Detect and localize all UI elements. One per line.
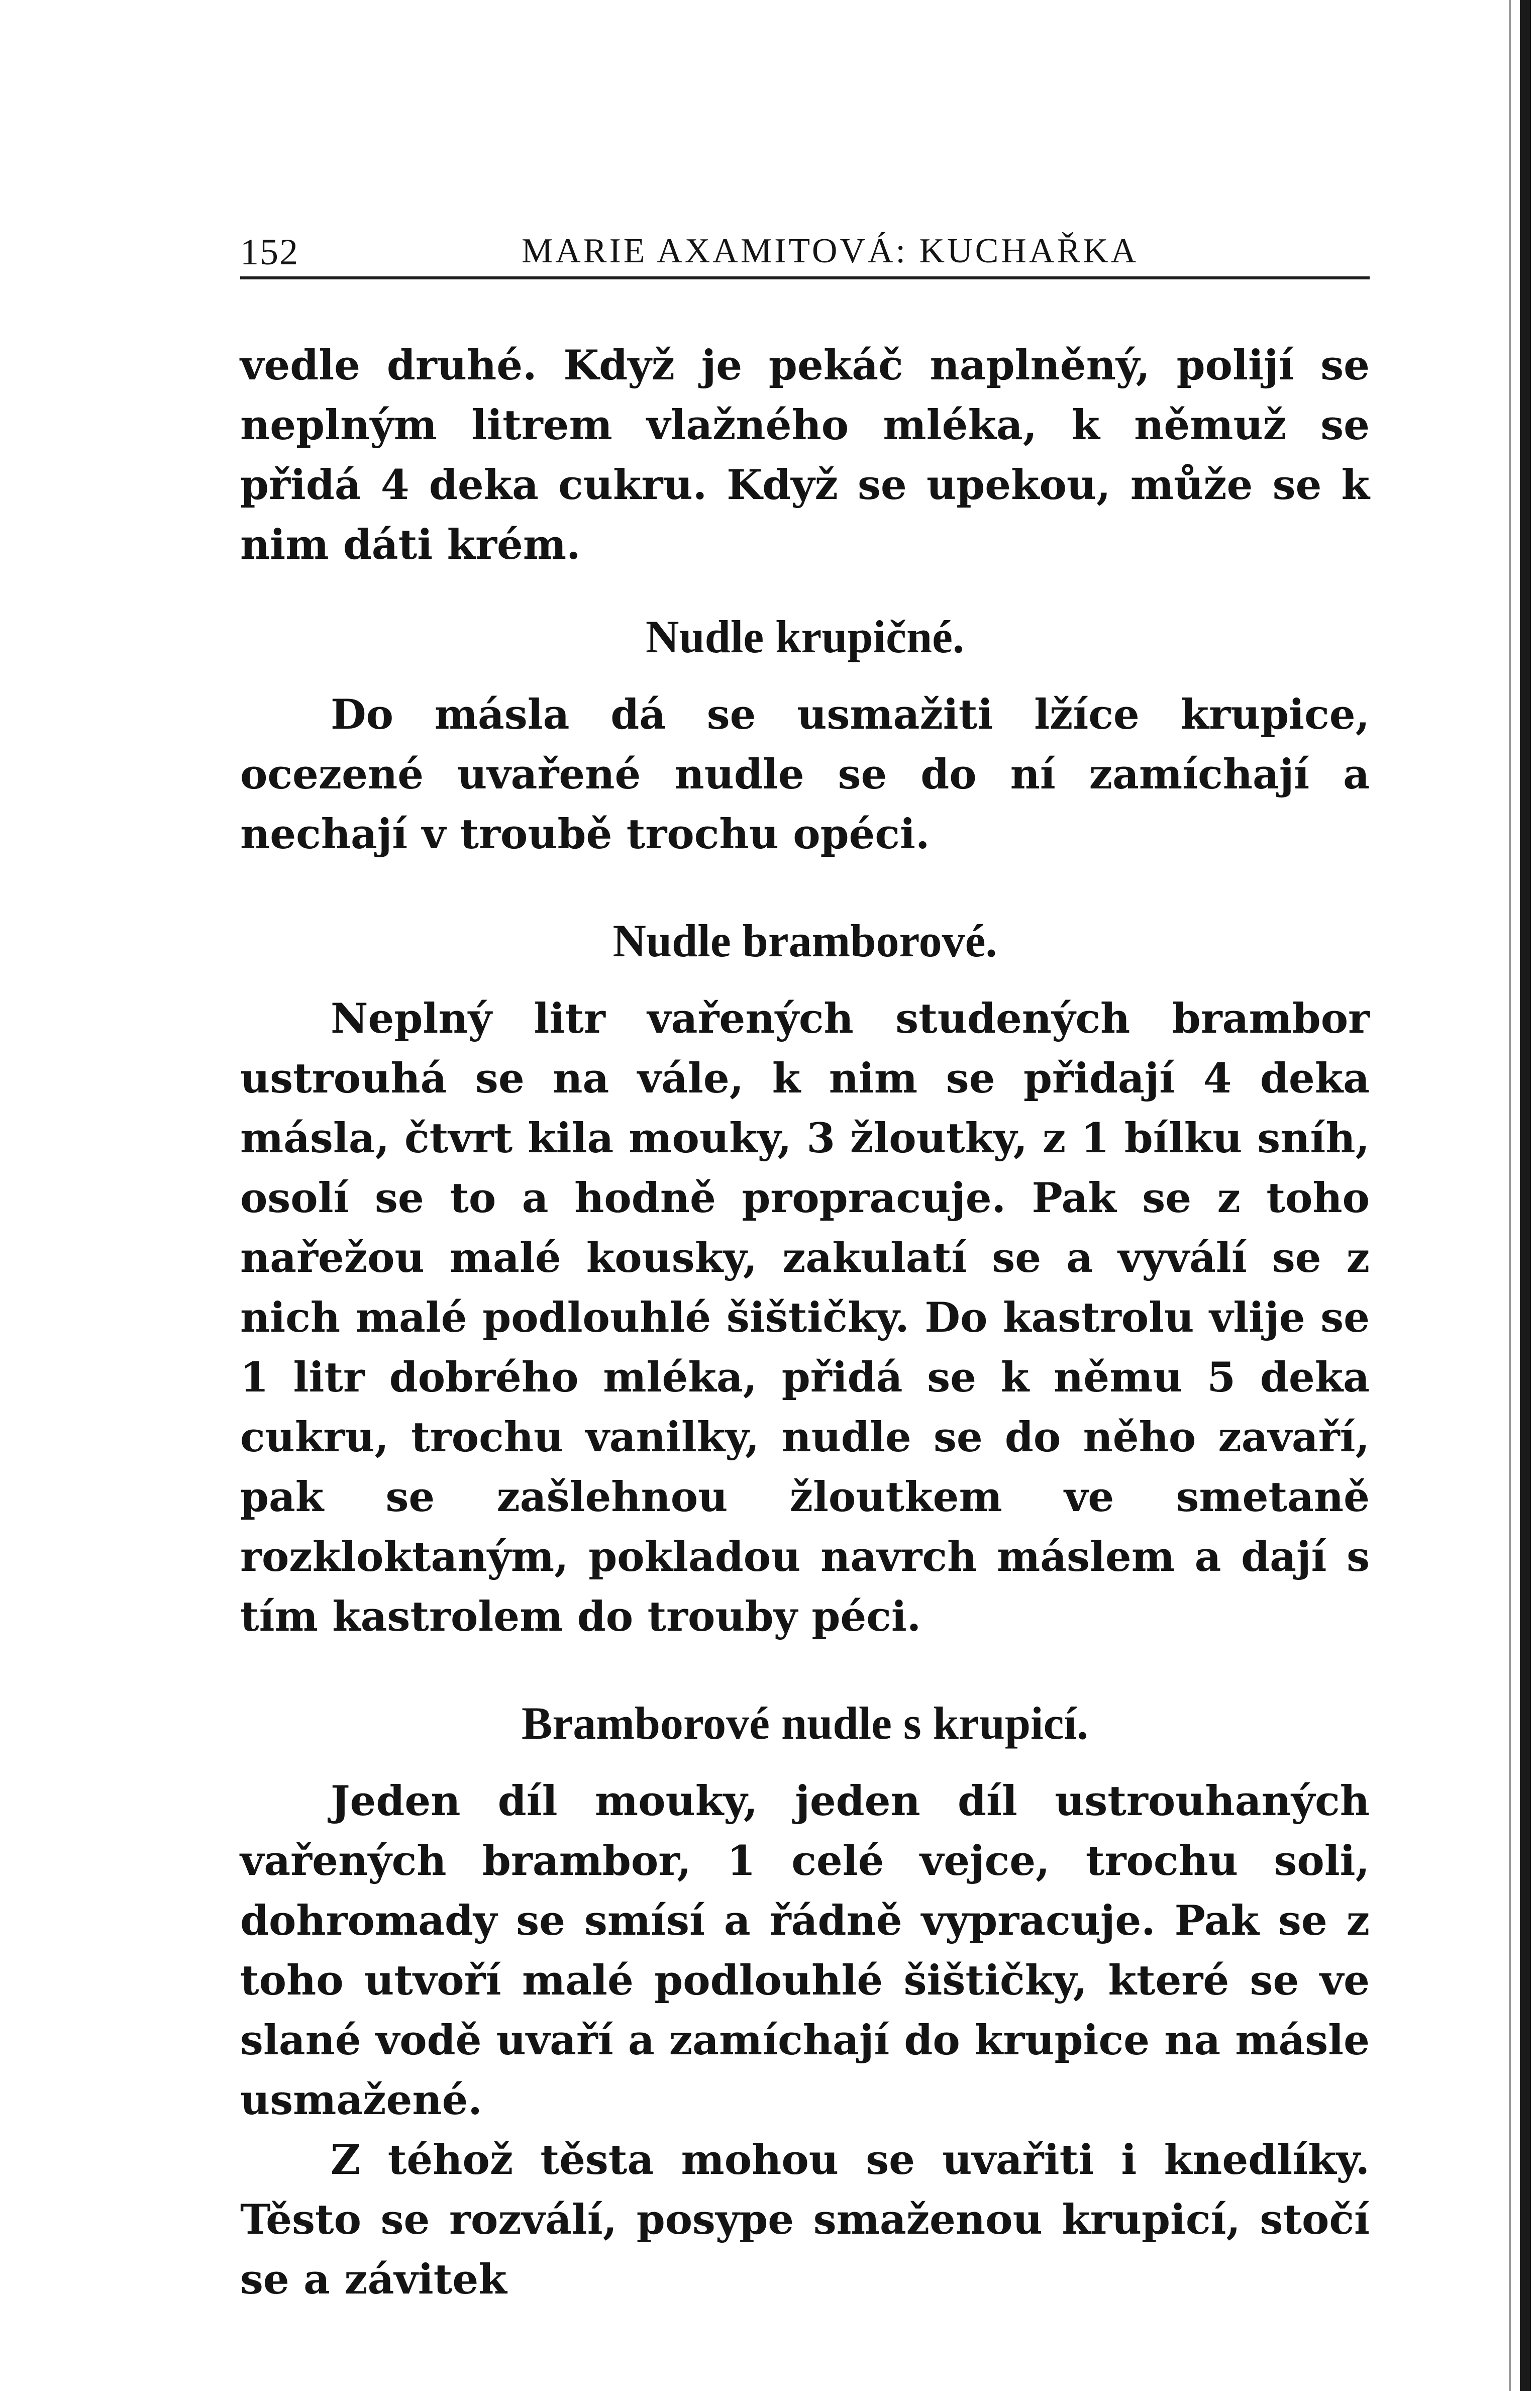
section-paragraph: Jeden díl mouky, jeden díl ustrouhaných vařených brambor, 1 celé vejce, trochu soli, dohromady se smísí a řádně vypracuje. Pak se z toho utvoří malé podlouhlé šištičky, které se ve slané vodě uvaří a zamíchají do krupice na másle usmažené. bbox=[240, 1777, 1370, 2124]
page-body bbox=[240, 336, 1370, 2310]
intro-paragraph: vedle druhé. Když je pekáč naplněný, polijí se neplným litrem vlažného mléka, k němuž se přidá 4 deka cukru. Když se upekou, může se k nim dáti krém. bbox=[240, 341, 1370, 569]
page-header bbox=[240, 221, 1370, 279]
section-heading-nudle-bramborove: Nudle bramborové. bbox=[612, 915, 997, 966]
section-paragraph: Z téhož těsta mohou se uvařiti i knedlíky. Těsto se rozválí, posype smaženou krupicí, stočí se a závitek bbox=[240, 2136, 1370, 2304]
page-edge-line bbox=[1509, 0, 1511, 2391]
page-edge-shadow bbox=[1520, 0, 1531, 2391]
section-paragraph: Do másla dá se usmažiti lžíce krupice, ocezené uvařené nudle se do ní zamíchají a nechají v troubě trochu opéci. bbox=[240, 690, 1370, 858]
section-paragraph: Neplný litr vařených studených brambor ustrouhá se na vále, k nim se přidají 4 deka másla, čtvrt kila mouky, 3 žloutky, z 1 bílku sníh, osolí se to a hodně propracuje. Pak se z toho nařežou malé kousky, zakulatí se a vyválí se z nich malé podlouhlé šištičky. Do kastrolu vlije se 1 litr dobrého mléka, přidá se k němu 5 deka cukru, trochu vanilky, nudle se do něho zavaří, pak se zašlehnou žloutkem ve smetaně rozkloktaným, pokladou navrch máslem a dají s tím kastrolem do trouby péci. bbox=[240, 994, 1370, 1641]
section-heading-nudle-krupicne: Nudle krupičné. bbox=[646, 611, 964, 662]
section-heading-bramborove-nudle-s-krupici: Bramborové nudle s krupicí. bbox=[522, 1698, 1088, 1749]
running-title: MARIE AXAMITOVÁ: KUCHAŘKA bbox=[522, 232, 1139, 270]
page-number: 152 bbox=[240, 232, 299, 273]
